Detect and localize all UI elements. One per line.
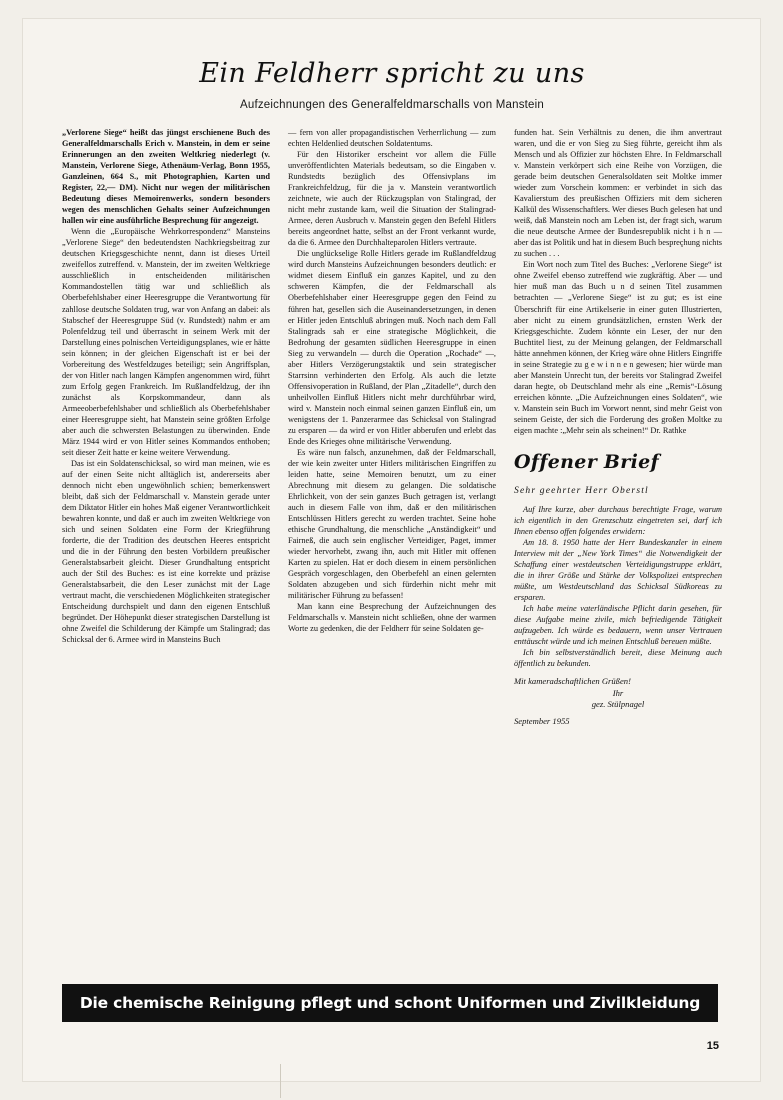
letter-paragraph: Am 18. 8. 1950 hatte der Herr Bundeskanzler in einem Interview mit der „New York Times“ die Notwendigkeit der Schaffung einer westdeutschen Verteidigungstruppe erklärt, die in ihrer Größe und Stärke der Volkspolizei entsprechen müßte, um Westdeutschland das Schicksal Südkoreas zu ersparen. bbox=[514, 537, 722, 603]
letter-signature-block bbox=[514, 676, 722, 727]
advertisement-text: Die chemische Reinigung pflegt und schont Uniformen und Zivilkleidung bbox=[79, 994, 701, 1012]
text-column-1 bbox=[62, 127, 270, 645]
letter-paragraph: Ich bin selbstverständlich bereit, diese Meinung auch öffentlich zu bekunden. bbox=[514, 648, 722, 669]
article-content bbox=[62, 58, 722, 727]
advertisement-banner bbox=[62, 984, 718, 1022]
paragraph: Wenn die „Europäische Wehrkorrespondenz“ Mansteins „Verlorene Siege“ den bedeutendsten Nachkriegsbeitrag zur deutschen Kriegsgeschichte nennt, dann ist dieses Urteil zweifellos zutreffend. v. Manstein, der im zweiten Weltkriege ausschließlich in entscheidenden militärischen Kommandostellen tätig war und schließlich als Oberbefehlshaber einer Heeresgruppe die Verantwortung für zahllose deutsche Soldaten trug, war von Anfang an dabei: als Stabschef der Heeresgruppe Süd (v. Rundstedt) nahm er am Polenfeldzug teil und überrascht in seinem Werk mit der Darstellung eines polnischen Verteidigungsplanes, wie er hätte sein können; in der gleichen Eigenschaft ist er bei der Vorbereitung des Westfeldzuges beteiligt; sein Angriffsplan, der von Hitler nach langen Kämpfen angenommen wird, führt zum Erfolg gegen Frankreich. Im Rußlandfeldzug, der ihn zunächst als Korpskommandeur, dann als Armeeoberbefehlshaber und schließlich als Oberbefehlshaber einer Heeresgruppe sieht, hat Manstein seine größten Erfolge aber auch die schwersten Belastungen zu überwinden. Ende März 1944 wird er von Hitler seines Kommandos enthoben; seit dieser Zeit hatte er keine weitere Verwendung. bbox=[62, 227, 270, 457]
paragraph: Man kann eine Besprechung der Aufzeichnungen des Feldmarschalls v. Manstein nicht schließen, ohne der warmen Worte zu gedenken, die der Feldherr für seine Soldaten ge- bbox=[288, 602, 496, 634]
paragraph: Das ist ein Soldatenschicksal, so wird man meinen, wie es auf der einen Seite nicht alltäglich ist, andererseits aber dennoch nicht eben ungewöhnlich schien; bemerkenswert bleibt, daß sich der Feldmarschall v. Manstein gerade unter dem Diktator Hitler ein hohes Maß eigener Verantwortlichkeit bewahren konnte, und daß er auch im zweiten Weltkriege von sich und seinen Soldaten eine Form der Kriegführung forderte, die der Tradition des deutschen Heeres entspricht und die in der Führung den besten Vorbildern preußischer Generalstabsarbeit gleicht. Dieser Grundhaltung entspricht auch der Stil des Buches: es ist eine korrekte und präzise Generalstabsarbeit, die den Leser zunächst mit der Lage vertraut macht, die verschiedenen Möglichkeiten strategischer Entscheidung durchspielt und dann den eigenen Entschluß begründet. Der Höhepunkt dieser strategischen Darstellung ist ohne Zweifel die Schilderung der Kämpfe um Stalingrad; das Schicksal der 6. Armee wird in Mansteins Buch bbox=[62, 458, 270, 645]
paragraph: Ein Wort noch zum Titel des Buches: „Verlorene Siege“ ist ohne Zweifel ebenso zutreffend wie zugkräftig. Aber — und hier muß man das Buch u n d seinen Titel zusammen betrachten — „Verlorene Siege“ ist zu gut; es ist eine Überschrift für eine Artikelserie in einer guten Illustrierten, aber nicht zu einem grundsätzlichen, ernsten Werk der Kriegsgeschichte. Zudem könnte ein Leser, der nur den Buchtitel liest, zu der Meinung gelangen, der Feldmarschall hätte annehmen können, der Krieg wäre ohne Hitlers Eingriffe in seine Strategie zu g e w i n n e n gewesen; hier würde man aber Manstein Unrecht tun, der bereits vor Stalingrad Zweifel daran hegte, ob Deutschland mehr als eine „Remis“-Lösung erreichen könnte. „Die Aufzeichnungen eines Soldaten“, wie v. Manstein sein Buch im Vorwort nennt, sind mehr Geist von seinem Geiste, der sich die Forderung des großen Moltke zu eigen machte :„Mehr sein als scheinen!“ Dr. Rathke bbox=[514, 260, 722, 435]
letter-signature: gez. Stülpnagel bbox=[591, 699, 645, 710]
letter-salutation: Sehr geehrter Herr Oberstl bbox=[514, 486, 649, 497]
letter-closing: Mit kameradschaftlichen Grüßen! bbox=[514, 676, 631, 687]
letter-paragraph: Ich habe meine vaterländische Pflicht darin gesehen, für diese Aufgabe meine zivile, mich befriedigende Tätigkeit aufzugeben. Ich würde es bedauern, wenn unser Vertrauen enttäuscht würde und ich meinen Entschluß bereuen müßte. bbox=[514, 604, 722, 647]
page-title: Ein Feldherr spricht zu uns bbox=[199, 58, 585, 89]
paragraph: Es wäre nun falsch, anzunehmen, daß der Feldmarschall, der wie kein zweiter unter Hitlers militärischen Eingriffen zu leiden hatte, seine Memoiren benutzt, um zu einer Abrechnung mit diesem zu gelangen. Die soldatische Ehrlichkeit, von der sein ganzes Buch getragen ist, verlangt auch in diesem Falle von ihm, daß er den militärischen Entschlüssen Hitlers gerecht zu werden trachtet. Seine hohe ethische Grundhaltung, die menschliche „Anständigkeit“ und Fairneß, die auch sein englischer Verteidiger, Paget, immer wieder hervorhebt, zwang ihn, auch mit Hitler mit offenen Karten zu spielen. Hat er doch diesem in einem persönlichen Gespräch vorgeschlagen, den Oberbefehl an einen gelernten Soldaten abzugeben und sich fürderhin nicht mehr mit militärischer Führung zu befassen! bbox=[288, 447, 496, 601]
paragraph: — fern von aller propagandistischen Verherrlichung — zum echten Heldenlied deutschen Soldatentums. bbox=[288, 128, 496, 149]
paragraph: funden hat. Sein Verhältnis zu denen, die ihm anvertraut waren, und die er von Sieg zu Sieg führte, gereicht ihm als Mensch und als Offizier zur höchsten Ehre. In Feldmarschall v. Manstein verkörpert sich eine Reihe von Vorzügen, die gerade beim deutschen Generalsoldaten seit Moltke immer wieder zum Vorschein kommen: er verbindet in sich das Kavalierstum des preußischen Offiziers mit dem sicheren Kalkül des Wissenschaftlers. Wer dieses Buch gelesen hat und weiß, daß Manstein noch am Leben ist, der fragt sich, warum die neue deutsche Armee der Bundesrepublik nicht i h n — aber das ist Politik und hat in diesem Buch bespreçhung nichts zu suchen . . . bbox=[514, 128, 722, 259]
page-number: 15 bbox=[706, 1040, 719, 1052]
paragraph: Die unglückselige Rolle Hitlers gerade im Rußlandfeldzug wird durch Mansteins Aufzeichnungen besonders deutlich: er widmet diesem Einfluß ein ganzes Kapitel, und zu den schweren Kämpfen, die der Feldmarschall als Oberbefehlshaber einer Heeresgruppe gegen den Feind zu führen hat, gesellen sich die Auseinandersetzungen, in denen er Hitler jeden Entschluß abringen muß. Noch nach dem Fall Stalingrads sah er eine strategische Möglichkeit, die Bedrohung der gesamten südlichen Heeresgruppe in einen Sieg zu verwandeln — durch die Operation „Rochade“ —, aber Hitlers Verzögerungstaktik und sein strategischer Starrsinn verhinderten den Erfolg. Als auch die letzte Offensivoperation in Rußland, der Plan „Zitadelle“, durch den unheilvollen Einfluß Hitlers nicht mehr durchführbar wird, wird v. Manstein noch einmal seinen ganzen Einfluß ein, um wenigstens der 1. Panzerarmee das Schicksal von Stalingrad zu ersparen — da wird er von Hitler abberufen und erlebt das Ende des Krieges ohne militärische Verwendung. bbox=[288, 249, 496, 446]
column-container bbox=[62, 127, 722, 727]
paragraph: „Verlorene Siege“ heißt das jüngst erschienene Buch des Generalfeldmarschalls Erich v. Manstein, in dem er seine Erinnerungen an den zweiten Weltkrieg niederlegt (v. Manstein, Verlorene Siege, Athenäum-Verlag, Bonn 1955, Ganzleinen, 664 S., mit Photographien, Karten und Register, 22,— DM). Nicht nur wegen der militärischen Bedeutung dieses Memoirenwerks, sondern besonders wegen des menschlichen Gehalts seiner Aufzeichnungen hallen wir eine ausführliche Besprechung für angezeigt. bbox=[62, 128, 270, 226]
letter-paragraph: Auf Ihre kurze, aber durchaus berechtigte Frage, warum ich eigentlich in den Grenzschutz eingetreten sei, darf ich Ihnen ebenso offen folgendes erwidern: bbox=[514, 504, 722, 536]
paragraph: Für den Historiker erscheint vor allem die Fülle unveröffentlichten Materials bedeutsam, so die Eingaben v. Rundstedts bezüglich des Offensivplans im Frankreichfeldzug, für die ja v. Manstein verantwortlich zeichnete, wie auch der Rückzugsplan von Stalingrad, der nicht mehr zustande kam, weil die Situation der Stalingrad-Armee, deren Ausbruch v. Manstein gegen den Befehl Hitlers bereits angeordnet hatte, selbst an der Front verkannt wurde, da die 6. Armee den Durchhalteparolen Hitlers vertraute. bbox=[288, 150, 496, 248]
page-sheet bbox=[22, 18, 761, 1082]
letter-date: September 1955 bbox=[514, 715, 570, 726]
letter-yours: Ihr bbox=[612, 687, 624, 698]
page-fold-mark bbox=[280, 1064, 281, 1098]
article-subtitle: Aufzeichnungen des Generalfeldmarschalls von Manstein bbox=[239, 99, 545, 111]
open-letter-title: Offener Brief bbox=[514, 450, 659, 473]
text-column-3 bbox=[514, 127, 722, 727]
text-column-2 bbox=[288, 127, 496, 634]
